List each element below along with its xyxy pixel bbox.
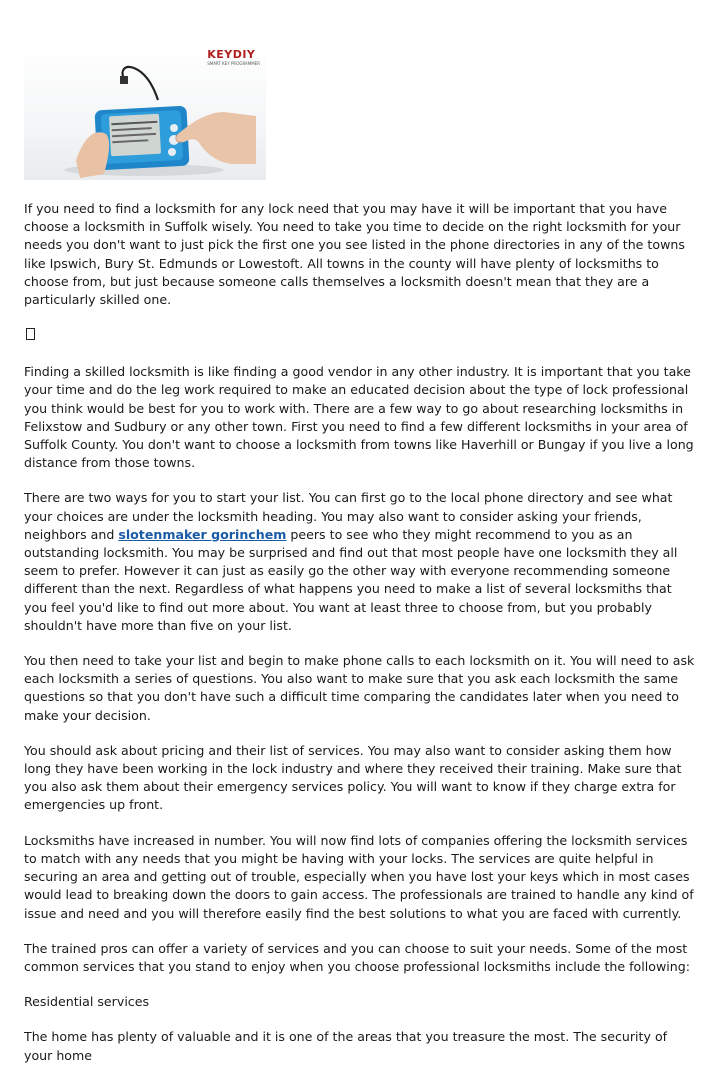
paragraph-locksmiths-increased: Locksmiths have increased in number. You will now find lots of companies offering the locksmith services to match with any needs that you might be having with your locks. The services are quite helpful in securing an area and getting out of trouble, especially when you have lost your keys which in most cases would lead to breaking down the doors to gain access. The professionals are trained to handle any kind of issue and need and you will therefore easily find the best solutions to what you are faced with currently.: [24, 832, 694, 921]
missing-glyph-line: [24, 326, 698, 344]
hero-image: [24, 42, 266, 180]
heading-residential-services: Residential services: [24, 994, 150, 1010]
paragraph-finding-locksmith: Finding a skilled locksmith is like finding a good vendor in any other industry. It is important that you take your time and do the leg work required to make an educated decision about the type of lock professional you think would be best for you to work with. There are a few way to go about researching locksmiths in Felixstow and Sudbury or any other town. First you need to find a few different locksmiths in your area of Suffolk County. You don't want to choose a locksmith from towns like Haverhill or Bungay if you live a long distance from those towns.: [24, 364, 694, 471]
article-body: [24, 200, 698, 1082]
paragraph-pricing: You should ask about pricing and their list of services. You may also want to consider asking them how long they have been working in the lock industry and where they received their training. Make sure that you also ask them about their emergency services policy. You will want to know if they charge extra for emergencies up front.: [24, 742, 682, 813]
slotenmaker-gorinchem-link[interactable]: slotenmaker gorinchem: [118, 526, 287, 542]
paragraph-intro: If you need to find a locksmith for any lock need that you may have it will be important that you have choose a locksmith in Suffolk wisely. You need to take you time to decide on the right locksmith for your needs you don't want to just pick the first one you see listed in the phone directories in any of the towns like Ipswich, Bury St. Edmunds or Lowestoft. All towns in the county will have plenty of locksmiths to choose from, but just because someone calls themselves a locksmith doesn't mean that they are a particularly skilled one.: [24, 201, 685, 308]
paragraph-phone-calls: You then need to take your list and begin to make phone calls to each locksmith on it. You will need to ask each locksmith a series of questions. You also want to make sure that you ask each locksmith the same questions so that you don't have such a difficult time comparing the candidates later when you need to make your decision.: [24, 653, 695, 723]
paragraph-home-valuables: The home has plenty of valuable and it is one of the areas that you treasure the most. The security of your home: [24, 1029, 668, 1063]
keydiy-logo: KEYDIY SMART KEY PROGRAMMER: [207, 48, 260, 66]
paragraph-trained-pros: The trained pros can offer a variety of services and you can choose to suit your needs. Some of the most common services that you stand to enjoy when you choose professional locksmiths include the following:: [24, 940, 690, 974]
paragraph-start-list: There are two ways for you to start your list. You can first go to the local phone directory and see what your choices are under the locksmith heading. You may also want to consider asking your friends, neighbors and slotenmaker gorinchem peers to see who they might recommend to you as an outstanding locksmith. You may be surprised and find out that most people have one locksmith they all seem to prefer. However it can just as easily go the other way with everyone recommending someone different than the next. Regardless of what happens you need to make a list of several locksmiths that you feel you'd like to find out more about. You want at least three to choose from, but you probably shouldn't have more than five on your list.: [24, 490, 678, 633]
missing-glyph-icon: [26, 328, 35, 340]
